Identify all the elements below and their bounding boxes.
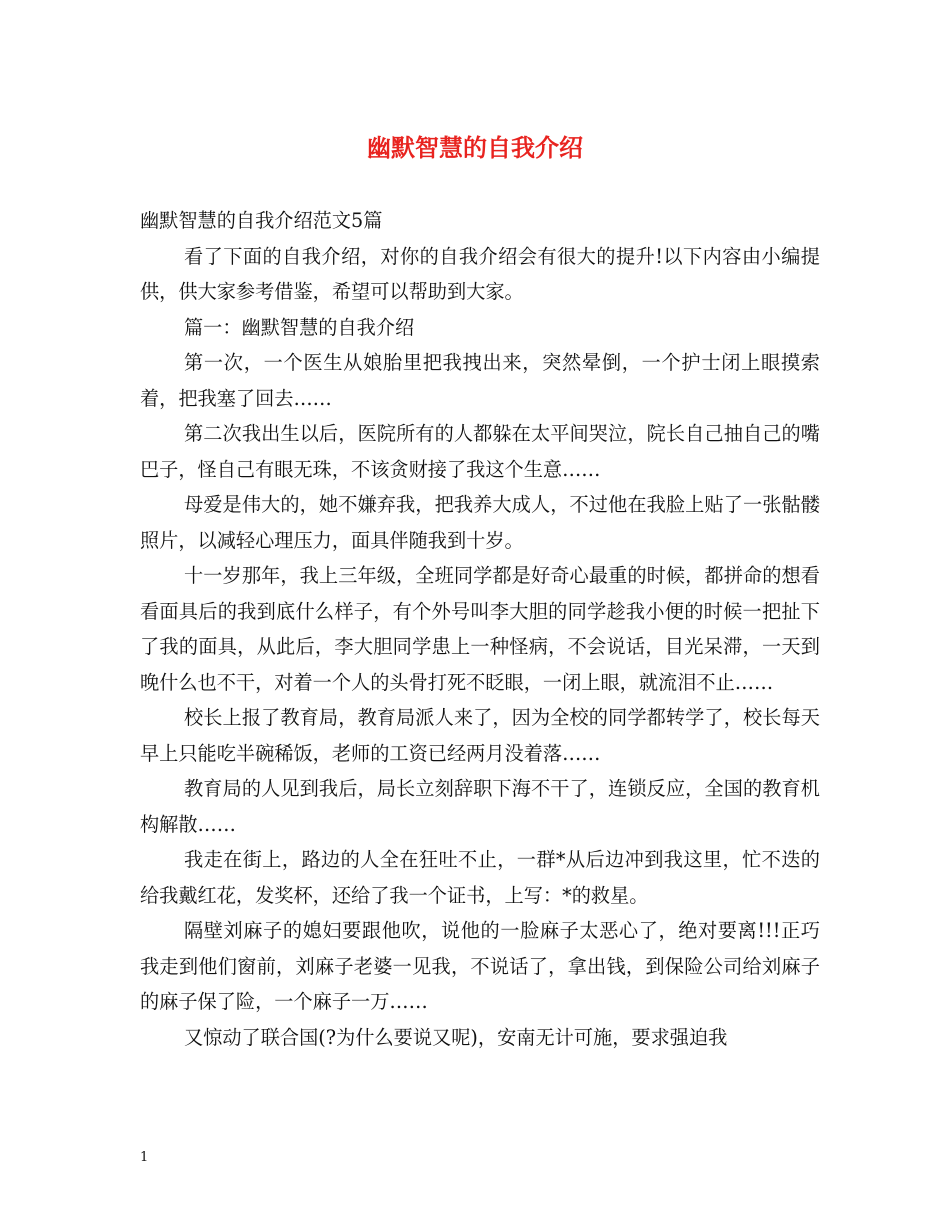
document-title: 幽默智慧的自我介绍: [367, 133, 583, 162]
paragraph: 隔壁刘麻子的媳妇要跟他吹，说他的一脸麻子太恶心了，绝对要离!!!正巧我走到他们窗前，刘麻子老婆一见我，不说话了，拿出钱，到保险公司给刘麻子的麻子保了险，一个麻子一万……: [140, 919, 820, 1013]
paragraph: 我走在街上，路边的人全在狂吐不止，一群*从后边冲到我这里，忙不迭的给我戴红花，发奖杯，还给了我一个证书，上写：*的救星。: [140, 848, 820, 907]
paragraph: 教育局的人见到我后，局长立刻辞职下海不干了，连锁反应，全国的教育机构解散……: [140, 777, 820, 836]
paragraph-intro: 看了下面的自我介绍，对你的自我介绍会有很大的提升!以下内容由小编提供，供大家参考借鉴，希望可以帮助到大家。: [140, 244, 820, 303]
section-heading: 篇一：幽默智慧的自我介绍: [184, 315, 415, 339]
paragraph: 又惊动了联合国(?为什么要说又呢)，安南无计可施，要求强迫我: [184, 1025, 728, 1049]
page-number: 1: [140, 1150, 149, 1165]
paragraph: 第二次我出生以后，医院所有的人都躲在太平间哭泣，院长自己抽自己的嘴巴子，怪自己有眼无珠，不该贪财接了我这个生意……: [140, 422, 820, 481]
paragraph: 十一岁那年，我上三年级，全班同学都是好奇心最重的时候，都拼命的想看看面具后的我到底什么样子，有个外号叫李大胆的同学趁我小便的时候一把扯下了我的面具，从此后，李大胆同学患上一种怪病，不会说话，目光呆滞，一天到晚什么也不干，对着一个人的头骨打死不眨眼，一闭上眼，就流泪不止……: [140, 564, 820, 694]
document-subtitle: 幽默智慧的自我介绍范文5篇: [140, 209, 383, 232]
paragraph: 母爱是伟大的，她不嫌弃我，把我养大成人，不过他在我脸上贴了一张骷髅照片，以减轻心理压力，面具伴随我到十岁。: [140, 493, 820, 552]
paragraph: 校长上报了教育局，教育局派人来了，因为全校的同学都转学了，校长每天早上只能吃半碗稀饭，老师的工资已经两月没着落……: [140, 706, 820, 765]
document-body: [140, 203, 820, 1055]
paragraph: 第一次，一个医生从娘胎里把我拽出来，突然晕倒，一个护士闭上眼摸索着，把我塞了回去……: [140, 351, 820, 410]
